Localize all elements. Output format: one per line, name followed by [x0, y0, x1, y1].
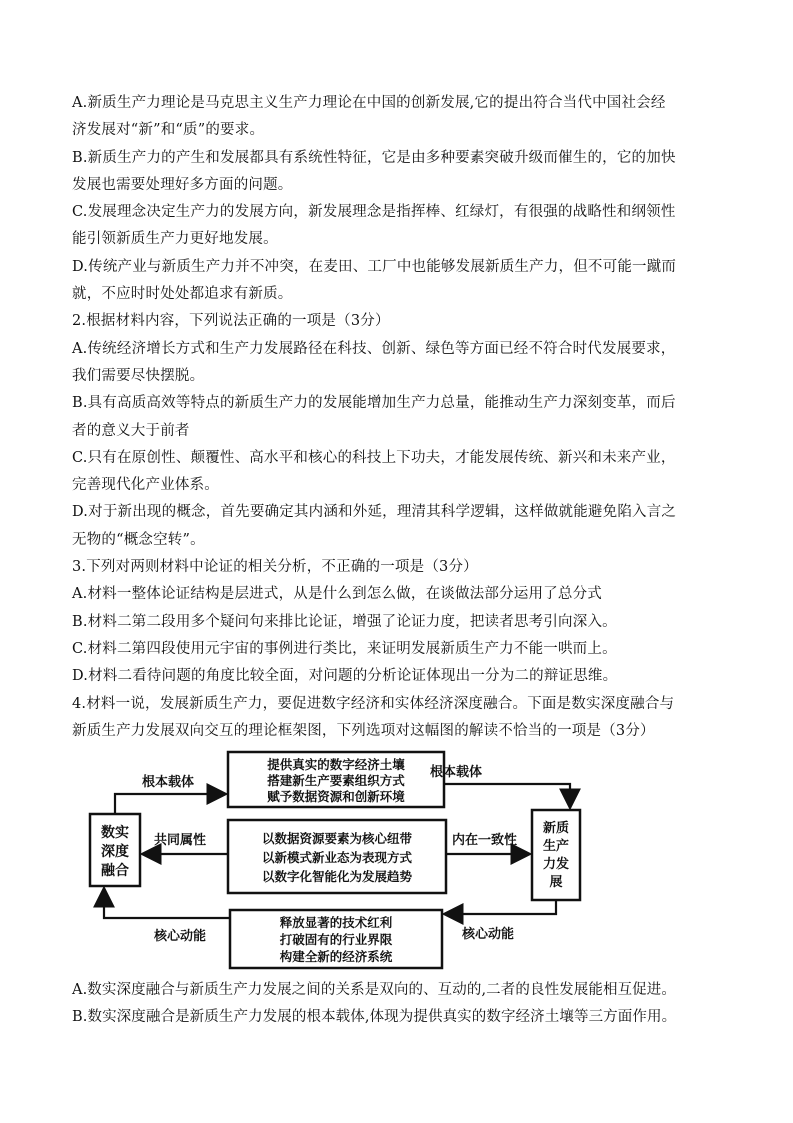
text-line: 无物的“概念空转”。	[72, 531, 205, 548]
text-line: D.传统产业与新质生产力并不冲突，在麦田、工厂中也能够发展新质生产力，但不可能一蹴而	[72, 258, 677, 275]
option-b: B.数实深度融合是新质生产力发展的根本载体,体现为提供真实的数字经济土壤等三方面作用。	[72, 1009, 677, 1026]
text-line: C.只有在原创性、颠覆性、高水平和核心的科技上下功夫，才能发展传统、新兴和未来产业，	[72, 449, 676, 466]
question-3-stem: 3.下列对两则材料中论证的相关分析，不正确的一项是（3分）	[72, 559, 478, 576]
text-line: A.新质生产力理论是马克思主义生产力理论在中国的创新发展,它的提出符合当代中国社会经	[72, 95, 666, 111]
arrow-top-right	[444, 784, 570, 806]
text-line: A.传统经济增长方式和生产力发展路径在科技、创新、绿色等方面已经不符合时代发展要求，	[72, 340, 676, 357]
middle-box-line: 以数字化智能化为发展趋势	[261, 869, 413, 884]
top-box-line: 赋予数据资源和创新环境	[267, 789, 405, 804]
right-box-line: 展	[549, 875, 563, 890]
text-line: B.材料二第二段用多个疑问句来排比论证，增强了论证力度，把读者思考引向深入。	[72, 613, 617, 630]
option-a: A.数实深度融合与新质生产力发展之间的关系是双向的、互动的,二者的良性发展能相互促进。	[72, 982, 676, 998]
bottom-box-line: 释放显著的技术红利	[279, 915, 393, 930]
text-line: 济发展对“新”和“质”的要求。	[72, 122, 265, 139]
options-after-figure	[72, 977, 752, 1032]
arrow-bottom-left	[104, 890, 230, 918]
text-line: B.具有高质高效等特点的新质生产力的发展能增加生产力总量，能推动生产力深刻变革，而后	[72, 395, 676, 412]
label-bottom-left: 核心动能	[154, 929, 207, 944]
text-line: B.新质生产力的产生和发展都具有系统性特征，它是由多种要素突破升级而催生的，它的加快	[72, 149, 676, 166]
text-line: C.发展理念决定生产力的发展方向，新发展理念是指挥棒、红绿灯，有很强的战略性和纲领性	[72, 204, 676, 221]
right-box-line: 新质	[542, 821, 570, 836]
text-line: C.材料二第四段使用元宇宙的事例进行类比，来证明发展新质生产力不能一哄而上。	[72, 640, 617, 657]
label-mid-right: 内在一致性	[452, 833, 518, 848]
framework-diagram-svg	[84, 750, 604, 972]
text-line: 就，不应时时处处都追求有新质。	[72, 286, 293, 303]
left-box-line: 深度	[101, 844, 129, 860]
middle-box-line: 以新模式新业态为表现方式	[261, 850, 413, 865]
bottom-box-line: 构建全新的经济系统	[279, 949, 393, 964]
text-line: 新质生产力发展双向交互的理论框架图，下列选项对这幅图的解读不恰当的一项是（3分）	[72, 722, 655, 739]
top-box-line: 搭建新生产要素组织方式	[267, 773, 405, 788]
text-line: 者的意义大于前者	[72, 422, 190, 439]
arrow-bottom-right	[446, 900, 556, 914]
left-box-line: 融合	[101, 863, 129, 879]
text-line: A.材料一整体论证结构是层进式，从是什么到怎么做，在谈做法部分运用了总分式	[72, 586, 602, 603]
label-bottom-right: 核心动能	[462, 927, 515, 942]
arrow-top-left	[115, 794, 224, 814]
label-mid-left: 共同属性	[154, 833, 207, 848]
question-4-stem: 4.材料一说，发展新质生产力，要促进数字经济和实体经济深度融合。下面是数实深度融合与	[72, 695, 675, 712]
middle-box-line: 以数据资源要素为核心纽带	[261, 831, 413, 846]
left-box-line: 数实	[101, 825, 129, 841]
question-text	[72, 90, 732, 745]
framework-diagram	[84, 750, 604, 972]
text-line: 我们需要尽快摆脱。	[72, 367, 205, 384]
right-box-line: 力发	[542, 857, 570, 872]
question-2-stem: 2.根据材料内容，下列说法正确的一项是（3分）	[72, 313, 390, 330]
text-line: 发展也需要处理好多方面的问题。	[72, 176, 293, 193]
label-top-right: 根本载体	[430, 765, 483, 780]
right-box-line: 生产	[542, 839, 570, 854]
top-box-line: 提供真实的数字经济土壤	[267, 757, 405, 772]
text-line: 能引领新质生产力更好地发展。	[72, 231, 278, 248]
text-line: 完善现代化产业体系。	[72, 477, 219, 494]
text-line: D.对于新出现的概念，首先要确定其内涵和外延，理清其科学逻辑，这样做就能避免陷入言之	[72, 504, 677, 521]
bottom-box-line: 打破固有的行业界限	[279, 932, 393, 947]
label-top-left: 根本载体	[142, 775, 195, 790]
text-line: D.材料二看待问题的角度比较全面，对问题的分析论证体现出一分为二的辩证思维。	[72, 668, 618, 685]
